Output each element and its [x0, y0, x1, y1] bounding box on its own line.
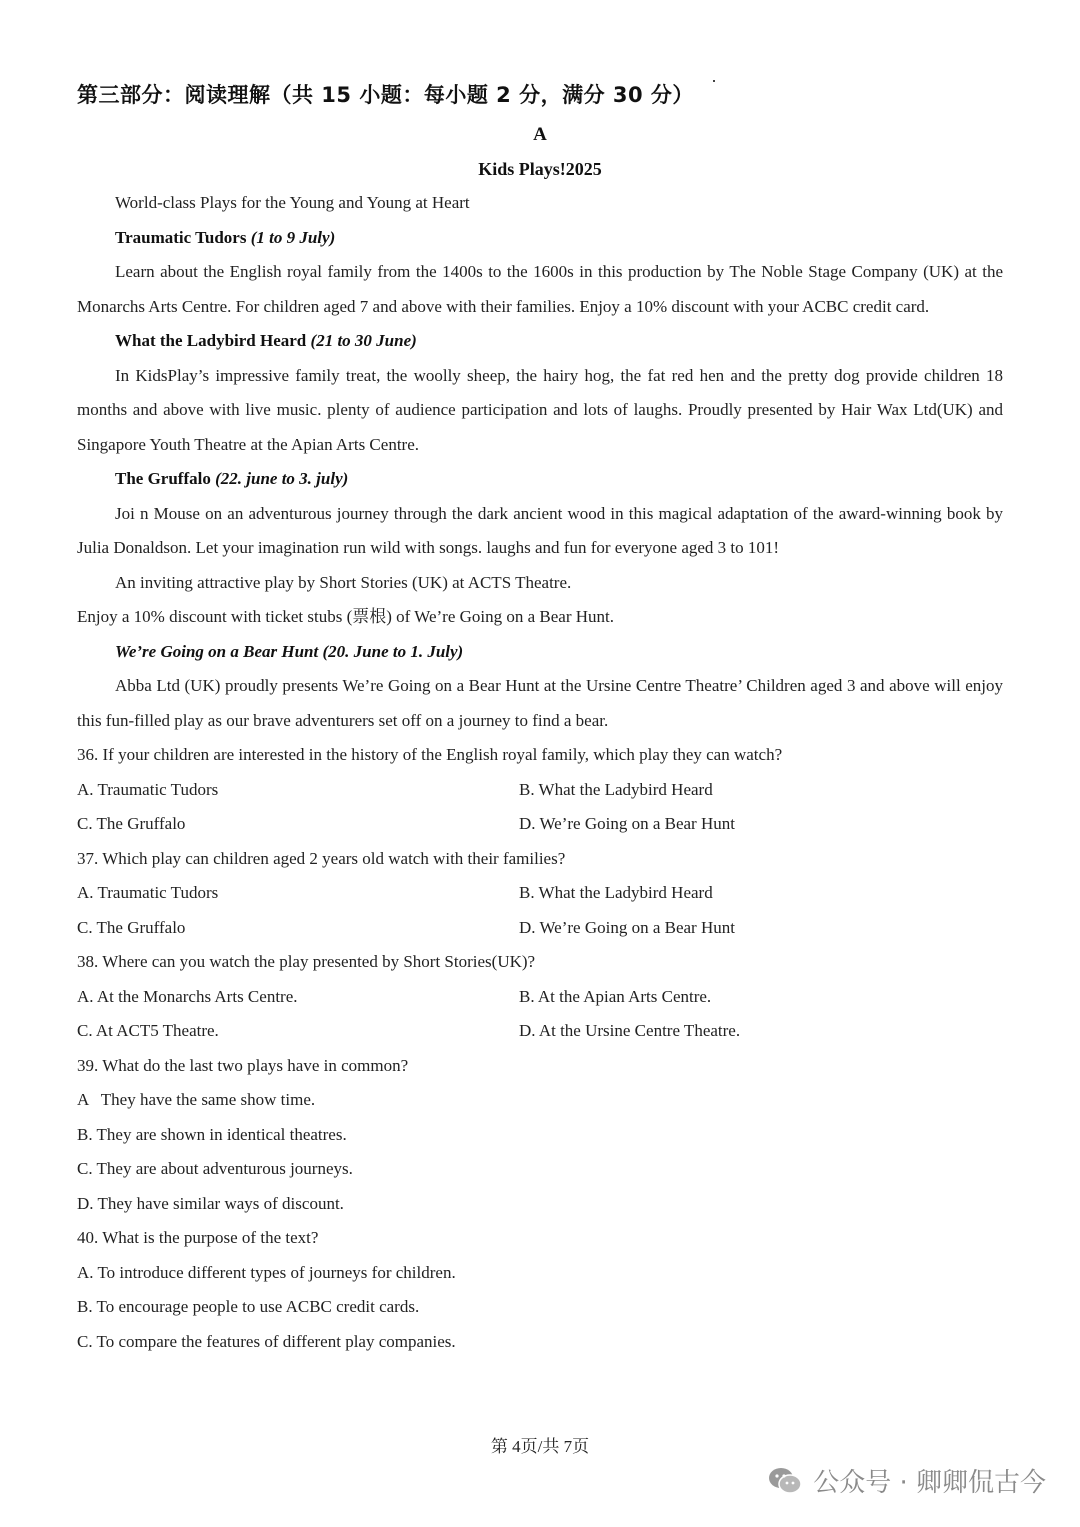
play-description: Abba Ltd (UK) proudly presents We’re Going on a Bear Hunt at the Ursine Centre Theatre’ Children aged 3 and above will enjoy this fun-filled play as our brave adventurers set off on a journey to find a bear.	[77, 676, 1003, 730]
option-a: A. At the Monarchs Arts Centre.	[77, 986, 298, 1006]
option-a: A. Traumatic Tudors	[77, 883, 219, 902]
question-stem: 38. Where can you watch the play presented by Short Stories(UK)?	[77, 952, 536, 971]
play-dates: (21 to 30 June)	[310, 331, 417, 350]
option-row	[77, 980, 1003, 1015]
play-extra: An inviting attractive play by Short Stories (UK) at ACTS Theatre.	[115, 572, 572, 592]
play-description: In KidsPlay’s impressive family treat, the woolly sheep, the hairy hog, the fat red hen and the pretty dog provide children 18 months and above with live music. plenty of audience participation and lots of laughs. Proudly presented by Hair Wax Ltd(UK) and Singapore Youth Theatre at the Apian Arts Centre.	[77, 365, 1003, 454]
option-c: C. They are about adventurous journeys.	[77, 1159, 353, 1178]
option-c: C. To compare the features of different play companies.	[77, 1331, 456, 1351]
option-row	[77, 807, 1003, 842]
option-b: B. What the Ladybird Heard	[519, 883, 713, 902]
option-a: A. Traumatic Tudors	[77, 779, 219, 799]
wechat-icon	[767, 1466, 803, 1496]
watermark	[767, 1462, 1046, 1499]
play-name: What the Ladybird Heard	[115, 331, 307, 350]
play-heading	[77, 324, 1003, 359]
option-b: B. To encourage people to use ACBC credit cards.	[77, 1297, 420, 1316]
exam-page	[77, 72, 1003, 1359]
section-header: 第三部分：阅读理解（共 15 小题：每小题 2 分，满分 30 分）	[77, 83, 694, 107]
option-d: D. We’re Going on a Bear Hunt	[519, 917, 735, 937]
option-b: B. At the Apian Arts Centre.	[519, 986, 712, 1006]
option-b: B. What the Ladybird Heard	[519, 779, 713, 799]
play-name: We’re Going on a Bear Hunt	[115, 641, 319, 661]
passage-letter: A	[533, 124, 547, 145]
option-c: C. The Gruffalo	[77, 917, 186, 937]
passage-subtitle: World-class Plays for the Young and Young at Heart	[115, 193, 470, 212]
play-extra: Enjoy a 10% discount with ticket stubs (票根) of We’re Going on a Bear Hunt.	[77, 607, 615, 626]
passage-title: Kids Plays!2025	[478, 159, 602, 179]
option-c: C. At ACT5 Theatre.	[77, 1021, 219, 1040]
play-heading	[77, 462, 1003, 497]
option-d: D. They have similar ways of discount.	[77, 1193, 344, 1213]
watermark-text: 公众号 · 卿卿侃古今	[813, 1468, 1046, 1498]
play-dates: (20. June to 1. July)	[322, 641, 464, 661]
play-heading	[77, 221, 1003, 256]
option-d: D. We’re Going on a Bear Hunt	[519, 814, 735, 833]
option-row	[77, 773, 1003, 808]
option-a: A They have the same show time.	[77, 1090, 316, 1109]
option-b: B. They are shown in identical theatres.	[77, 1124, 347, 1144]
page-footer: 第 4页/共 7页	[490, 1437, 590, 1456]
option-a: A. To introduce different types of journeys for children.	[77, 1262, 456, 1282]
question-stem: 37. Which play can children aged 2 years old watch with their families?	[77, 848, 566, 868]
play-heading	[77, 635, 1003, 670]
question-stem: 40. What is the purpose of the text?	[77, 1228, 319, 1247]
option-d: D. At the Ursine Centre Theatre.	[519, 1021, 741, 1040]
play-dates: (22. june to 3. july)	[215, 469, 349, 488]
play-description: Joi n Mouse on an adventurous journey through the dark ancient wood in this magical adaptation of the award-winning book by Julia Donaldson. Let your imagination run wild with songs. laughs and fun for everyone aged 3 to 101!	[77, 503, 1003, 557]
option-c: C. The Gruffalo	[77, 814, 186, 833]
option-row	[77, 1014, 1003, 1049]
play-name: Traumatic Tudors	[115, 227, 247, 247]
play-name: The Gruffalo	[115, 469, 211, 488]
play-dates: (1 to 9 July)	[250, 227, 336, 247]
option-row	[77, 911, 1003, 946]
play-description: Learn about the English royal family from the 1400s to the 1600s in this production by The Noble Stage Company (UK) at the Monarchs Arts Centre. For children aged 7 and above with their families. Enjoy a 10% discount with your ACBC credit card.	[77, 262, 1003, 316]
option-row	[77, 876, 1003, 911]
question-stem: 36. If your children are interested in the history of the English royal family, which play they can watch?	[77, 745, 783, 764]
question-stem: 39. What do the last two plays have in common?	[77, 1055, 409, 1075]
